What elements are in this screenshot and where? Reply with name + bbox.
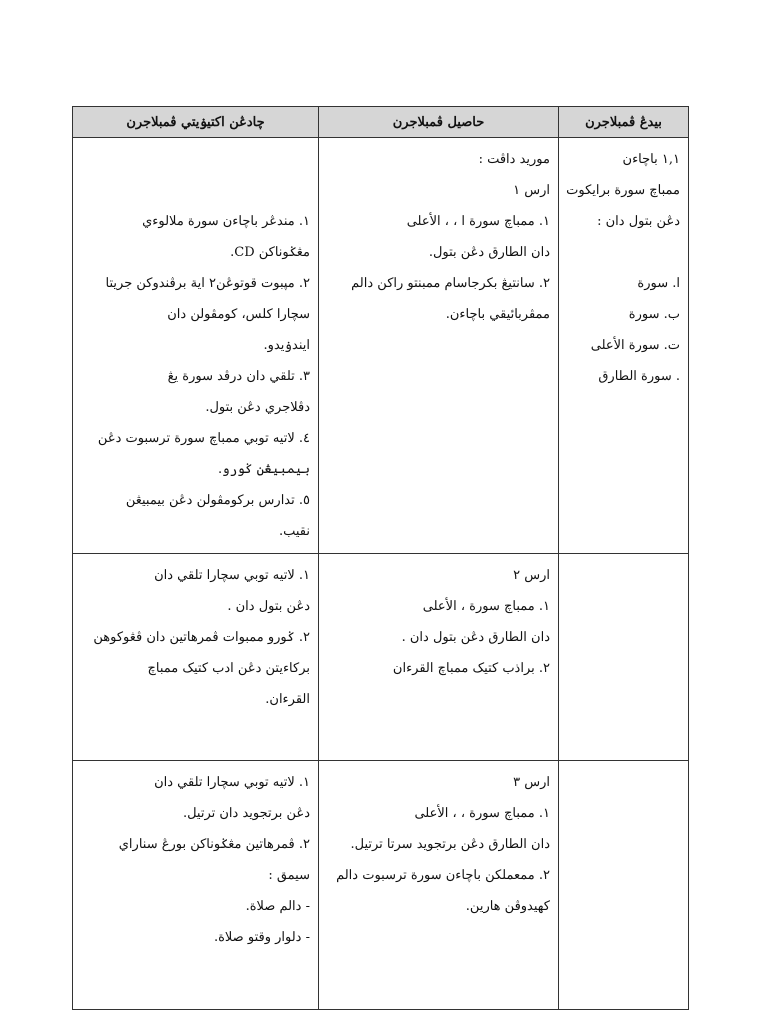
activity-line: دڠن برتجويد دان ترتيل. <box>182 806 310 821</box>
outcome-line: ارس ٣ <box>513 775 550 790</box>
activity-line <box>81 175 310 206</box>
activity-line: ٢. مپبوت قوتوڠن٢ اية برڤندوکن جريتا <box>105 276 310 291</box>
focus-cell <box>559 138 689 554</box>
outcome-line: ١. ممباچ سورة ، ، الأعلى <box>414 806 550 821</box>
activity-line: ١. لاتيه توبي سچارا تلقي دان <box>154 568 310 583</box>
activity-line: ٥. تدارس برکومڤولن دڠن بيمبيڠن <box>125 493 310 508</box>
activity-line: ٢. ݢورو ممبوات ڤمرهاتين دان ڤڠوکوهن <box>93 630 310 645</box>
header-activities: چادڠن اکتيۏيتي ڤمبلاجرن <box>73 107 319 138</box>
focus-line: ب. سورة <box>628 307 680 322</box>
outcome-line: ٢. براذب کتيک ممباچ القرءان <box>392 661 550 676</box>
focus-line: . سورة الطارق <box>598 369 680 384</box>
activity-line: دڠن بتول دان . <box>227 599 310 614</box>
table-row <box>73 138 689 554</box>
outcomes-cell <box>319 138 559 554</box>
activities-cell <box>73 761 319 1010</box>
outcomes-cell <box>319 554 559 761</box>
activity-line: ١. لاتيه توبي سچارا تلقي دان <box>154 775 310 790</box>
focus-cell <box>559 554 689 761</box>
table-row <box>73 761 689 1010</box>
header-row <box>73 107 689 138</box>
activity-line: سچارا کلس، کومڤولن دان <box>167 307 310 322</box>
outcome-line: دان الطارق دڠن برتجويد سرتا ترتيل. <box>350 837 550 852</box>
outcomes-cell <box>319 761 559 1010</box>
activity-line: القرءان. <box>265 692 310 707</box>
activity-line: ٤. لاتيه توبي ممباچ سورة ترسبوت دڠن <box>97 431 310 446</box>
activity-line: - دلوار وقتو صلاة. <box>213 930 310 945</box>
outcome-line: ممڤربائيقي باچاءن. <box>445 307 550 322</box>
activity-line: ٣. تلقي دان درڤد سورة يڠ <box>167 369 310 384</box>
outcome-line: ارس ١ <box>513 183 550 198</box>
activities-cell <box>73 554 319 761</box>
focus-line: ا. سورة <box>637 276 680 291</box>
activity-line: مڠݢوناکن CD. <box>230 245 310 260</box>
outcome-line: ٢. سانتيڠ بکرجاسام ممبنتو راکن دالم <box>351 276 550 291</box>
focus-line: دڠن بتول دان : <box>597 214 680 229</box>
activity-line: بيمبيڠن ݢورو. <box>217 462 310 477</box>
outcome-line: موريد داڤت : <box>478 152 550 167</box>
focus-line <box>567 237 680 268</box>
outcome-line: دان الطارق دڠن بتول. <box>428 245 550 260</box>
activity-line: دڤلاجري دڠن بتول. <box>205 400 310 415</box>
header-outcomes: حاصيل ڤمبلاجرن <box>319 107 559 138</box>
outcome-line: دان الطارق دڠن بتول دان . <box>401 630 550 645</box>
focus-line: ممباچ سورة برايکوت <box>566 183 680 198</box>
lesson-plan-table <box>72 106 689 1010</box>
table-row <box>73 554 689 761</box>
outcome-line: ٢. ممعملکن باچاءن سورة ترسبوت دالم <box>336 868 550 883</box>
activity-line: برکاءيتن دڠن ادب کتيک ممباچ <box>147 661 310 676</box>
activity-line: ١. مندڠر باچاءن سورة ملالوءي <box>142 214 310 229</box>
focus-line: ت. سورة الأعلى <box>590 338 680 353</box>
activity-line: ايندۏيدو. <box>263 338 310 353</box>
activities-cell <box>73 138 319 554</box>
activity-line <box>81 144 310 175</box>
outcome-line: ١. ممباچ سورة ا ، ، الأعلى <box>406 214 550 229</box>
activity-line: ٢. ڤمرهاتين مڠݢوناکن بورڠ سناراي <box>118 837 310 852</box>
activity-line: - دالم صلاة. <box>245 899 310 914</box>
activity-line: نقيب. <box>278 524 310 539</box>
focus-cell <box>559 761 689 1010</box>
focus-line: ١,١ باچاءن <box>622 152 680 167</box>
outcome-line: کهيدوڤن هارين. <box>465 899 550 914</box>
outcome-line: ارس ٢ <box>513 568 550 583</box>
header-focus: بيدڠ ڤمبلاجرن <box>559 107 689 138</box>
outcome-line: ١. ممباچ سورة ، الأعلى <box>422 599 550 614</box>
activity-line: سيمق : <box>268 868 310 883</box>
